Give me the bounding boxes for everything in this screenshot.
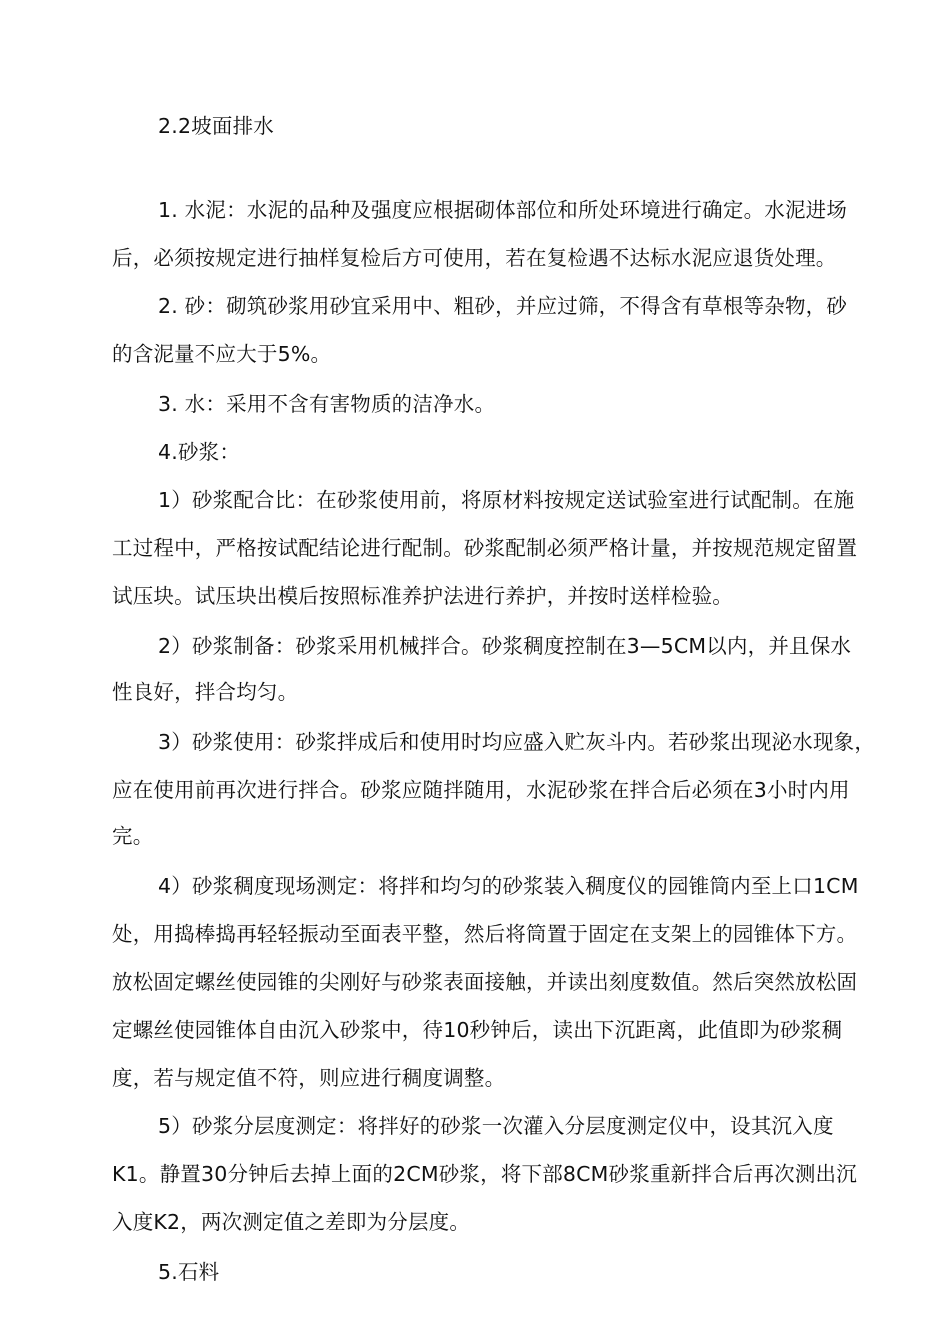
paragraph-consistency-line-3: 放松固定螺丝使园锥的尖刚好与砂浆表面接触，并读出刻度数值。然后突然放松固 <box>112 970 858 994</box>
paragraph-stratification-line-3: 入度K2，两次测定值之差即为分层度。 <box>112 1210 471 1234</box>
paragraph-consistency-line-2: 处，用捣棒捣再轻轻振动至面表平整，然后将筒置于固定在支架上的园锥体下方。 <box>112 922 858 946</box>
paragraph-preparation-line-2: 性良好，拌合均匀。 <box>112 680 299 704</box>
paragraph-preparation-line-1: 2）砂浆制备：砂浆采用机械拌合。砂浆稠度控制在3—5CM以内，并且保水 <box>158 634 852 658</box>
paragraph-mix-ratio-line-1: 1）砂浆配合比：在砂浆使用前，将原材料按规定送试验室进行试配制。在施 <box>158 488 855 512</box>
paragraph-cement-line-1: 1. 水泥：水泥的品种及强度应根据砌体部位和所处环境进行确定。水泥进场 <box>158 198 848 222</box>
paragraph-sand-line-2: 的含泥量不应大于5%。 <box>112 342 332 366</box>
paragraph-usage-line-3: 完。 <box>112 824 154 848</box>
paragraph-sand-line-1: 2. 砂：砌筑砂浆用砂宜采用中、粗砂，并应过筛，不得含有草根等杂物，砂 <box>158 294 848 318</box>
subheading-mortar: 4.砂浆： <box>158 440 241 464</box>
paragraph-consistency-line-1: 4）砂浆稠度现场测定：将拌和均匀的砂浆装入稠度仪的园锥筒内至上口1CM <box>158 874 859 898</box>
paragraph-mix-ratio-line-3: 试压块。试压块出模后按照标准养护法进行养护，并按时送样检验。 <box>112 584 733 608</box>
paragraph-stratification-line-2: K1。静置30分钟后去掉上面的2CM砂浆，将下部8CM砂浆重新拌合后再次测出沉 <box>112 1162 857 1186</box>
paragraph-consistency-line-4: 定螺丝使园锥体自由沉入砂浆中，待10秒钟后，读出下沉距离，此值即为砂浆稠 <box>112 1018 843 1042</box>
subheading-stone: 5.石料 <box>158 1260 220 1284</box>
paragraph-cement-line-2: 后，必须按规定进行抽样复检后方可使用，若在复检遇不达标水泥应退货处理。 <box>112 246 837 270</box>
paragraph-stratification-line-1: 5）砂浆分层度测定：将拌好的砂浆一次灌入分层度测定仪中，设其沉入度 <box>158 1114 834 1138</box>
paragraph-usage-line-2: 应在使用前再次进行拌合。砂浆应随拌随用，水泥砂浆在拌合后必须在3小时内用 <box>112 778 850 802</box>
paragraph-water-line-1: 3. 水：采用不含有害物质的洁净水。 <box>158 392 496 416</box>
paragraph-usage-line-1: 3）砂浆使用：砂浆拌成后和使用时均应盛入贮灰斗内。若砂浆出现泌水现象， <box>158 730 876 754</box>
paragraph-consistency-line-5: 度，若与规定值不符，则应进行稠度调整。 <box>112 1066 506 1090</box>
section-heading: 2.2坡面排水 <box>158 114 275 138</box>
paragraph-mix-ratio-line-2: 工过程中，严格按试配结论进行配制。砂浆配制必须严格计量，并按规范规定留置 <box>112 536 858 560</box>
